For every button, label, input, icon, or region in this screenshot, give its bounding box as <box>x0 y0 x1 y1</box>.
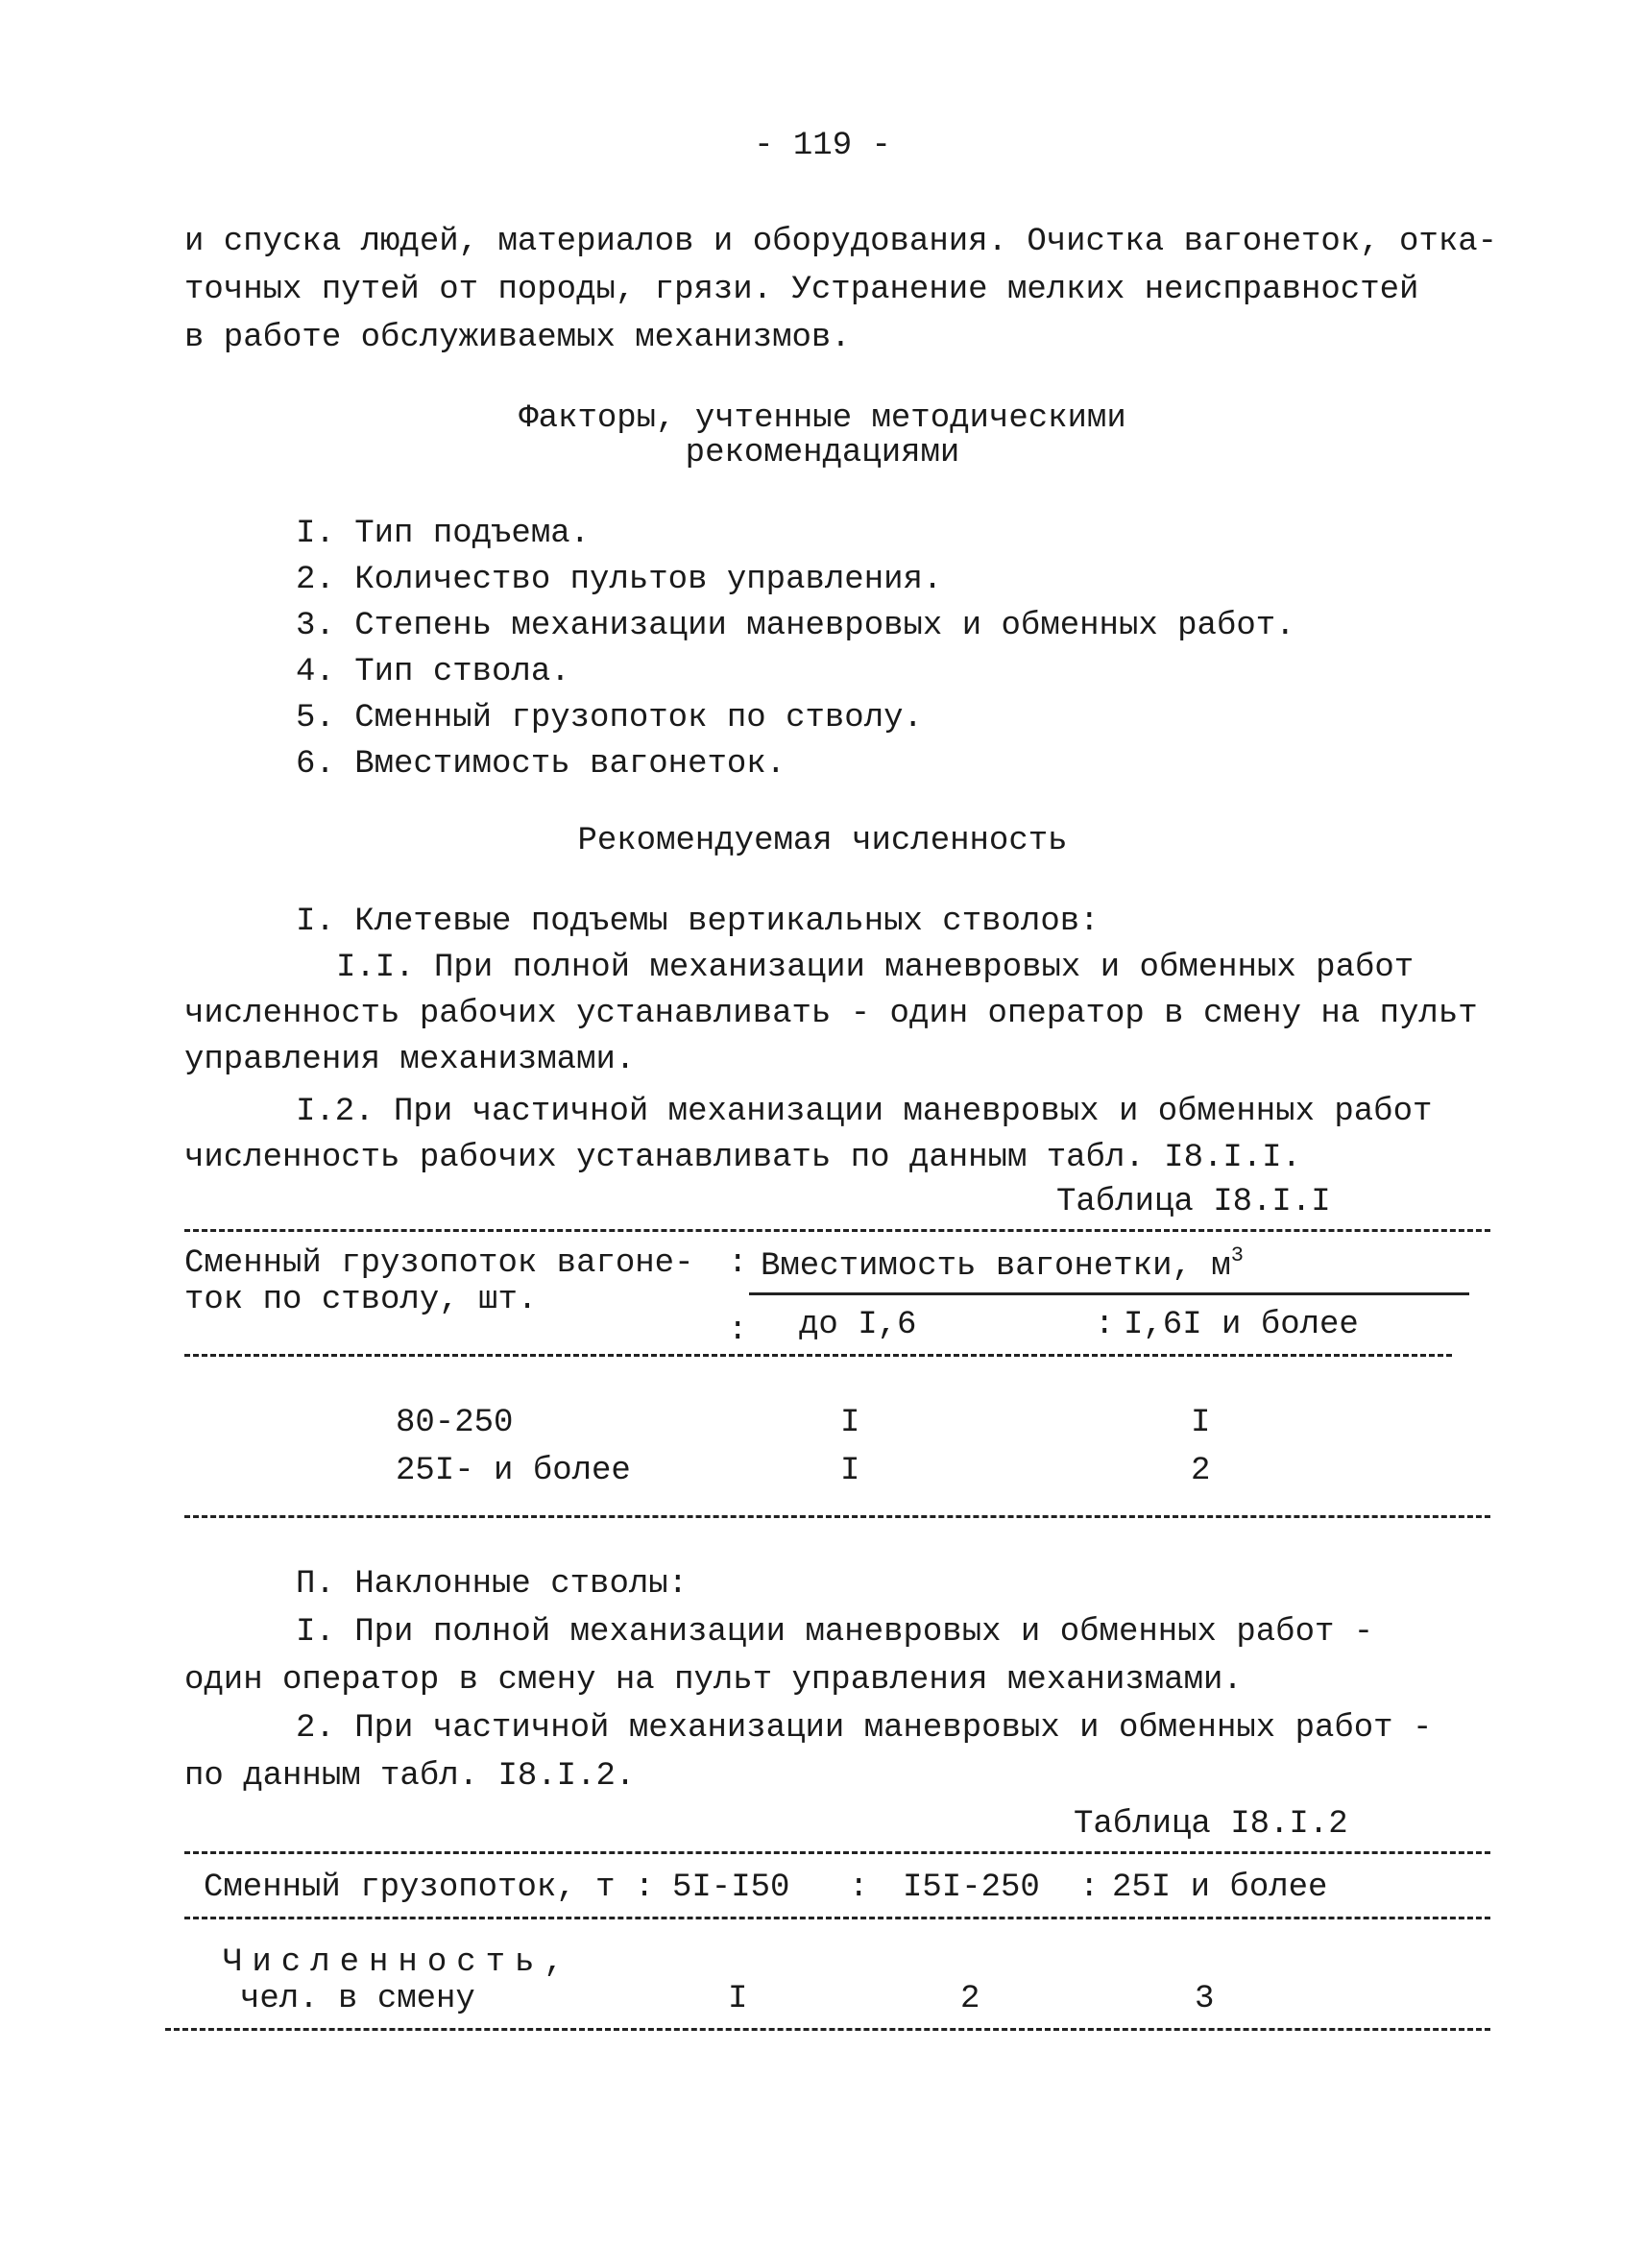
table-header-cell: Сменный грузопоток вагоне- <box>184 1245 694 1282</box>
table-cell: 2 <box>960 1981 980 2017</box>
table-subheader-cell: I,6I и более <box>1124 1307 1359 1343</box>
table-header-cell: I5I-250 <box>903 1870 1040 1906</box>
recommended-heading: Рекомендуемая численность <box>577 823 1068 859</box>
paragraph-line: один оператор в смену на пульт управления механизмами. <box>184 1662 1243 1699</box>
paragraph-line: численность рабочих устанавливать - один оператор в смену на пульт <box>184 996 1478 1032</box>
table-rule <box>184 1354 1452 1357</box>
table-cell: I <box>840 1405 860 1441</box>
unit-superscript: 3 <box>1230 1243 1244 1267</box>
factor-item: 4. Тип ствола. <box>296 654 570 690</box>
intro-line: и спуска людей, материалов и оборудования. Очистка вагонеток, отка- <box>184 224 1498 260</box>
table-row-label: Численность, <box>223 1944 573 1981</box>
paragraph-line: численность рабочих устанавливать по данным табл. I8.I.I. <box>184 1140 1301 1176</box>
factors-heading-line2: рекомендациями <box>685 435 960 471</box>
table-column-separator: : <box>849 1870 869 1906</box>
table-header-cell: 25I и более <box>1112 1870 1328 1906</box>
intro-line: в работе обслуживаемых механизмов. <box>184 320 851 356</box>
factor-item: I. Тип подъема. <box>296 516 591 552</box>
table-cell: 25I- и более <box>396 1453 631 1489</box>
factors-heading-line1: Факторы, учтенные методическими <box>519 400 1126 437</box>
table-rule <box>184 1917 1490 1919</box>
table-rule <box>165 2028 1490 2031</box>
table-cell: I <box>728 1981 748 2017</box>
table-subheader-rule <box>749 1292 1469 1295</box>
section2-title: П. Наклонные стволы: <box>296 1566 689 1603</box>
paragraph-line: управления механизмами. <box>184 1042 636 1078</box>
section1-title: I. Клетевые подъемы вертикальных стволов: <box>296 904 1100 940</box>
factor-item: 3. Степень механизации маневровых и обменных работ. <box>296 608 1295 644</box>
table-subheader-cell: до I,6 <box>799 1307 917 1343</box>
table-group-header <box>761 1241 1244 1291</box>
table-cell: I <box>840 1453 860 1489</box>
table-column-separator: : <box>728 1313 748 1349</box>
table-column-separator: : <box>1079 1870 1100 1906</box>
intro-line: точных путей от породы, грязи. Устранение мелких неисправностей <box>184 272 1419 308</box>
table-caption: Таблица I8.I.I <box>1056 1184 1331 1220</box>
factor-item: 6. Вместимость вагонеток. <box>296 746 786 783</box>
table-rule <box>184 1515 1490 1518</box>
table-cell: I <box>1191 1405 1211 1441</box>
table-rule <box>184 1851 1490 1854</box>
factor-item: 2. Количество пультов управления. <box>296 562 943 598</box>
table-rule <box>184 1229 1490 1232</box>
table-cell: 3 <box>1195 1981 1215 2017</box>
table-header-label: Сменный грузопоток, т <box>204 1870 616 1906</box>
table-header-cell: 5I-I50 <box>672 1870 790 1906</box>
table-column-separator: : <box>728 1245 748 1282</box>
table-header-cell: Сменный грузопоток, т : <box>204 1870 655 1906</box>
table-group-header-text: Вместимость вагонетки, м <box>761 1248 1231 1285</box>
table-cell: 80-250 <box>396 1405 514 1441</box>
paragraph-line: I.2. При частичной механизации маневровых и обменных работ <box>296 1094 1433 1130</box>
page-number: - 119 - <box>754 128 891 164</box>
paragraph-line: I. При полной механизации маневровых и обменных работ - <box>296 1614 1374 1651</box>
table-cell: 2 <box>1191 1453 1211 1489</box>
table-caption: Таблица I8.I.2 <box>1074 1806 1348 1843</box>
table-row-label: чел. в смену <box>240 1981 475 2017</box>
paragraph-line: I.I. При полной механизации маневровых и обменных работ <box>336 950 1415 986</box>
paragraph-line: 2. При частичной механизации маневровых и обменных работ - <box>296 1710 1433 1747</box>
factor-item: 5. Сменный грузопоток по стволу. <box>296 700 923 736</box>
table-column-separator: : <box>1095 1307 1115 1343</box>
table-header-cell: ток по стволу, шт. <box>184 1282 538 1318</box>
paragraph-line: по данным табл. I8.I.2. <box>184 1758 636 1795</box>
